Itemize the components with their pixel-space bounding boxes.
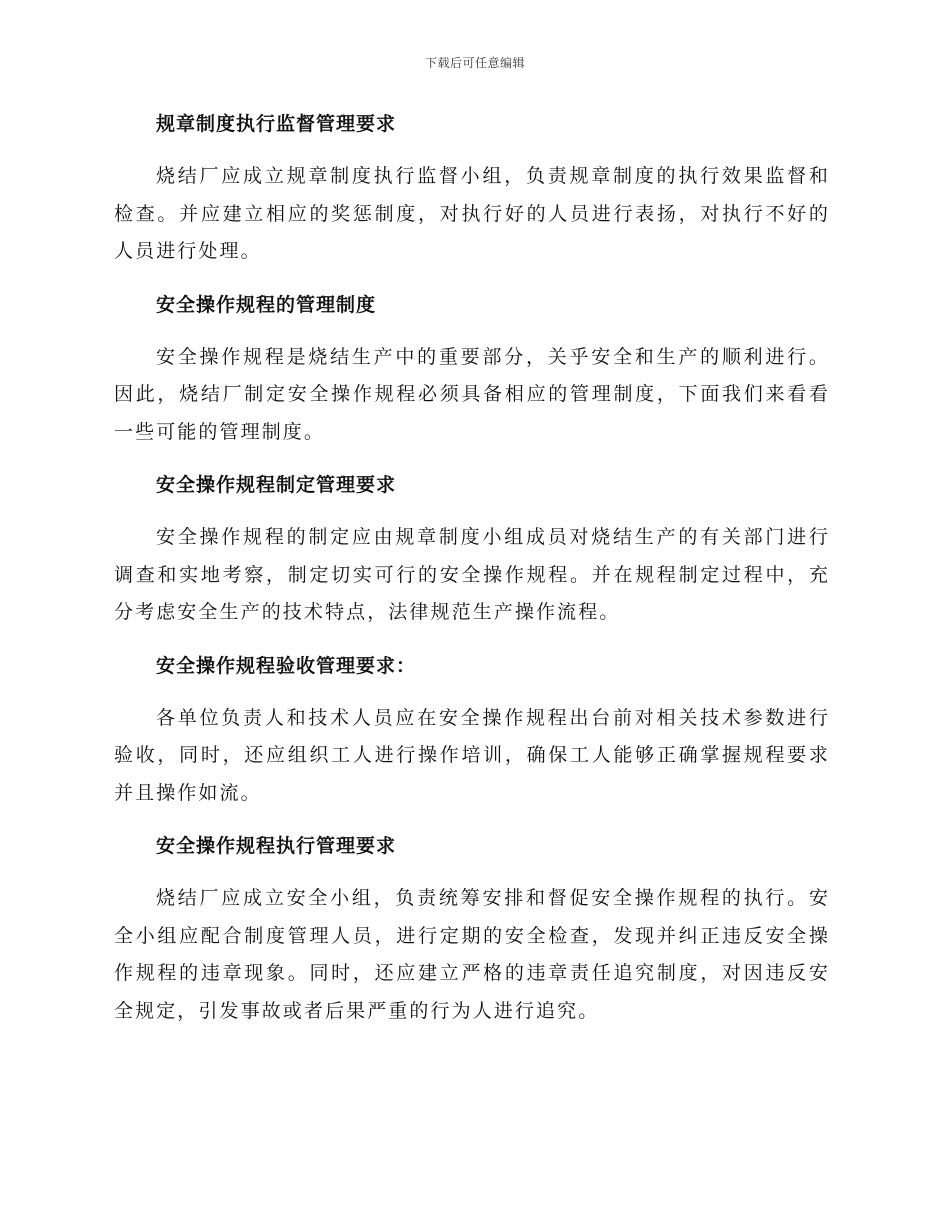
document-body [114, 106, 830, 1046]
section-heading-procedure-execution: 安全操作规程执行管理要求 [156, 835, 397, 857]
header-note: 下载后可任意编辑 [424, 56, 525, 70]
section-heading-procedure-formulation: 安全操作规程制定管理要求 [156, 474, 397, 496]
section-heading-rules-supervision: 规章制度执行监督管理要求 [156, 113, 397, 135]
section-heading-procedure-acceptance: 安全操作规程验收管理要求： [156, 654, 417, 677]
section-paragraph-procedure-formulation: 安全操作规程的制定应由规章制度小组成员对烧结生产的有关部门进行调查和实地考察，制定切实可行的安全操作规程。并在规程制定过程中，充分考虑安全生产的技术特点，法律规范生产操作流程。 [114, 526, 830, 623]
section-paragraph-safety-management-system: 安全操作规程是烧结生产中的重要部分，关乎安全和生产的顺利进行。因此，烧结厂制定安全操作规程必须具备相应的管理制度，下面我们来看看一些可能的管理制度。 [114, 345, 830, 443]
section-paragraph-procedure-execution: 烧结厂应成立安全小组，负责统筹安排和督促安全操作规程的执行。安全小组应配合制度管理人员，进行定期的安全检查，发现并纠正违反安全操作规程的违章现象。同时，还应建立严格的违章责任追究制度，对因违反安全规定，引发事故或者后果严重的行为人进行追究。 [114, 887, 830, 1022]
section-heading-safety-management-system: 安全操作规程的管理制度 [156, 293, 377, 316]
section-paragraph-rules-supervision: 烧结厂应成立规章制度执行监督小组，负责规章制度的执行效果监督和检查。并应建立相应的奖惩制度，对执行好的人员进行表扬，对执行不好的人员进行处理。 [114, 165, 830, 262]
section-paragraph-procedure-acceptance: 各单位负责人和技术人员应在安全操作规程出台前对相关技术参数进行验收，同时，还应组织工人进行操作培训，确保工人能够正确掌握规程要求并且操作如流。 [114, 706, 830, 804]
